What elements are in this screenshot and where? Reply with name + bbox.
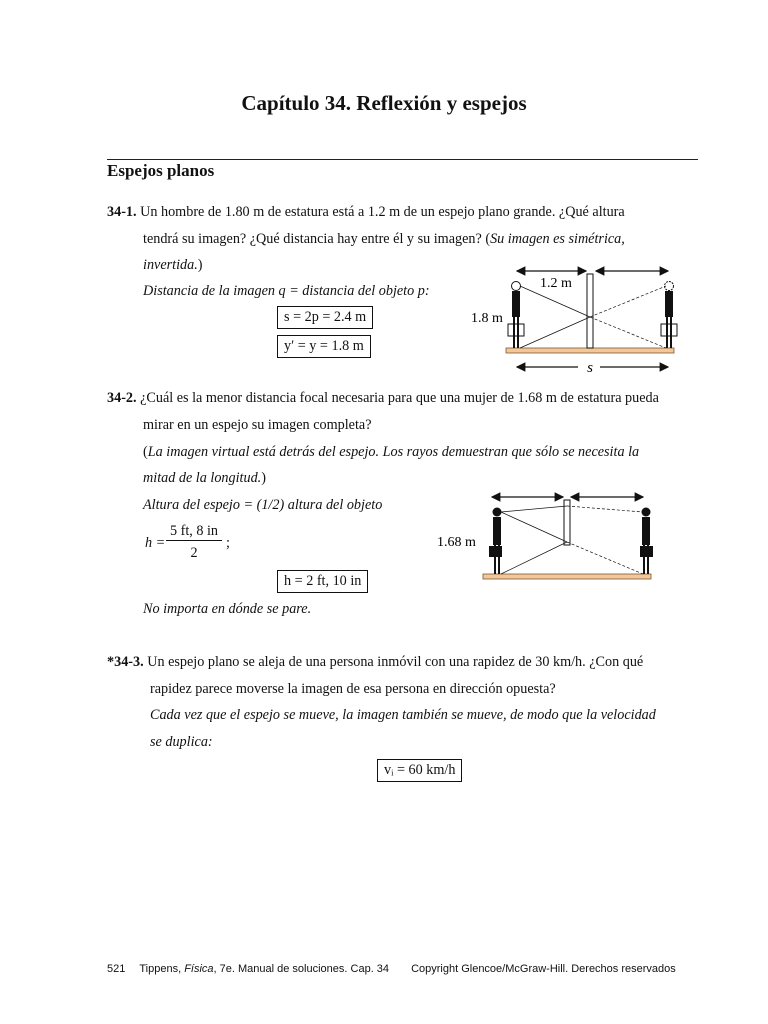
problem-text: Un espejo plano se aleja de una persona inmóvil con una rapidez de 30 km/h. ¿Con qué (143, 654, 644, 670)
mirror (587, 274, 593, 348)
footer-edition: , 7e. Manual de soluciones. Cap. 34 (213, 963, 390, 975)
light-ray (520, 317, 590, 348)
answer-note: Su imagen es simétrica, (490, 231, 625, 247)
answer-box-image-distance: s = 2p = 2.4 m (277, 306, 373, 329)
woman-figure-icon (489, 508, 502, 575)
answer-box-mirror-height: h = 2 ft, 10 in (277, 570, 368, 593)
problem-34-3-line2: rapidez parece moverse la imagen de esa persona en dirección opuesta? (150, 681, 556, 697)
mirror-diagram-1 (470, 262, 685, 382)
problem-34-1-line1 (107, 202, 625, 222)
floor (483, 574, 651, 579)
chapter-title: Capítulo 34. Reflexión y espejos (241, 91, 527, 115)
problem-number: 34-1. (107, 204, 137, 220)
problem-34-2-line3 (143, 442, 639, 462)
label-height: 1.68 m (437, 535, 476, 550)
footer-copyright: Copyright Glencoe/McGraw-Hill. Derechos reservados (411, 963, 676, 975)
problem-text: Un hombre de 1.80 m de estatura está a 1.2 m de un espejo plano grande. ¿Qué altura (136, 204, 625, 220)
problem-34-2-line1 (107, 388, 659, 408)
light-ray (501, 542, 567, 574)
paren: ) (197, 257, 203, 273)
problem-34-2-line2: mirar en un espejo su imagen completa? (143, 417, 372, 433)
paren: ( (143, 444, 148, 460)
problem-34-1-line2 (143, 229, 625, 249)
answer-box-image-speed: vᵢ = 60 km/h (377, 759, 462, 782)
virtual-ray (567, 506, 643, 512)
problem-text: tendrá su imagen? ¿Qué distancia hay entre él y su imagen? ( (143, 231, 491, 247)
problem-34-3-line4: se duplica: (150, 734, 213, 750)
light-ray (501, 506, 567, 512)
mirror (564, 500, 570, 545)
equation-lhs: h = (145, 535, 166, 551)
mirror-diagram-2 (435, 486, 657, 586)
problem-34-2-note: No importa en dónde se pare. (143, 601, 312, 617)
problem-number: *34-3. (107, 654, 144, 670)
virtual-ray (567, 542, 643, 574)
problem-text: ¿Cuál es la menor distancia focal necesaria para que una mujer de 1.68 m de estatura pueda (136, 390, 659, 406)
floor (506, 348, 674, 353)
problem-34-1-solution-line: Distancia de la imagen q = distancia del objeto p: (143, 283, 430, 299)
page-number: 521 (107, 963, 126, 975)
section-title: Espejos planos (107, 161, 215, 180)
footer-authors: Tippens, (139, 963, 185, 975)
virtual-ray (590, 286, 666, 317)
label-height: 1.8 m (471, 311, 503, 326)
image-woman-icon (640, 508, 653, 575)
label-distance: 1.2 m (540, 276, 572, 291)
problem-number: 34-2. (107, 390, 137, 406)
image-person-icon (661, 282, 677, 349)
equation-comma: ; (226, 535, 230, 551)
answer-box-image-height: y′ = y = 1.8 m (277, 335, 371, 358)
paren: ) (261, 470, 266, 486)
equation-denominator: 2 (190, 545, 198, 561)
problem-34-1-line3 (143, 255, 203, 275)
footer-book: Física (184, 963, 214, 975)
page-footer (107, 963, 676, 975)
light-ray (501, 512, 567, 542)
section-divider (107, 159, 698, 160)
virtual-ray (590, 317, 666, 348)
answer-note: mitad de la longitud. (143, 470, 262, 486)
answer-note: invertida. (143, 257, 198, 273)
label-s: s (587, 360, 593, 376)
problem-34-3-line1 (107, 652, 643, 672)
problem-34-2-line4 (143, 468, 266, 488)
problem-34-2-solution-line: Altura del espejo = (1/2) altura del objeto (143, 497, 383, 513)
equation-numerator: 5 ft, 8 in (166, 522, 222, 541)
problem-34-3-line3: Cada vez que el espejo se mueve, la imagen también se mueve, de modo que la velocidad (150, 707, 656, 723)
answer-note: La imagen virtual está detrás del espejo. Los rayos demuestran que sólo se necesita la (147, 444, 640, 460)
person-figure-icon (508, 282, 524, 349)
